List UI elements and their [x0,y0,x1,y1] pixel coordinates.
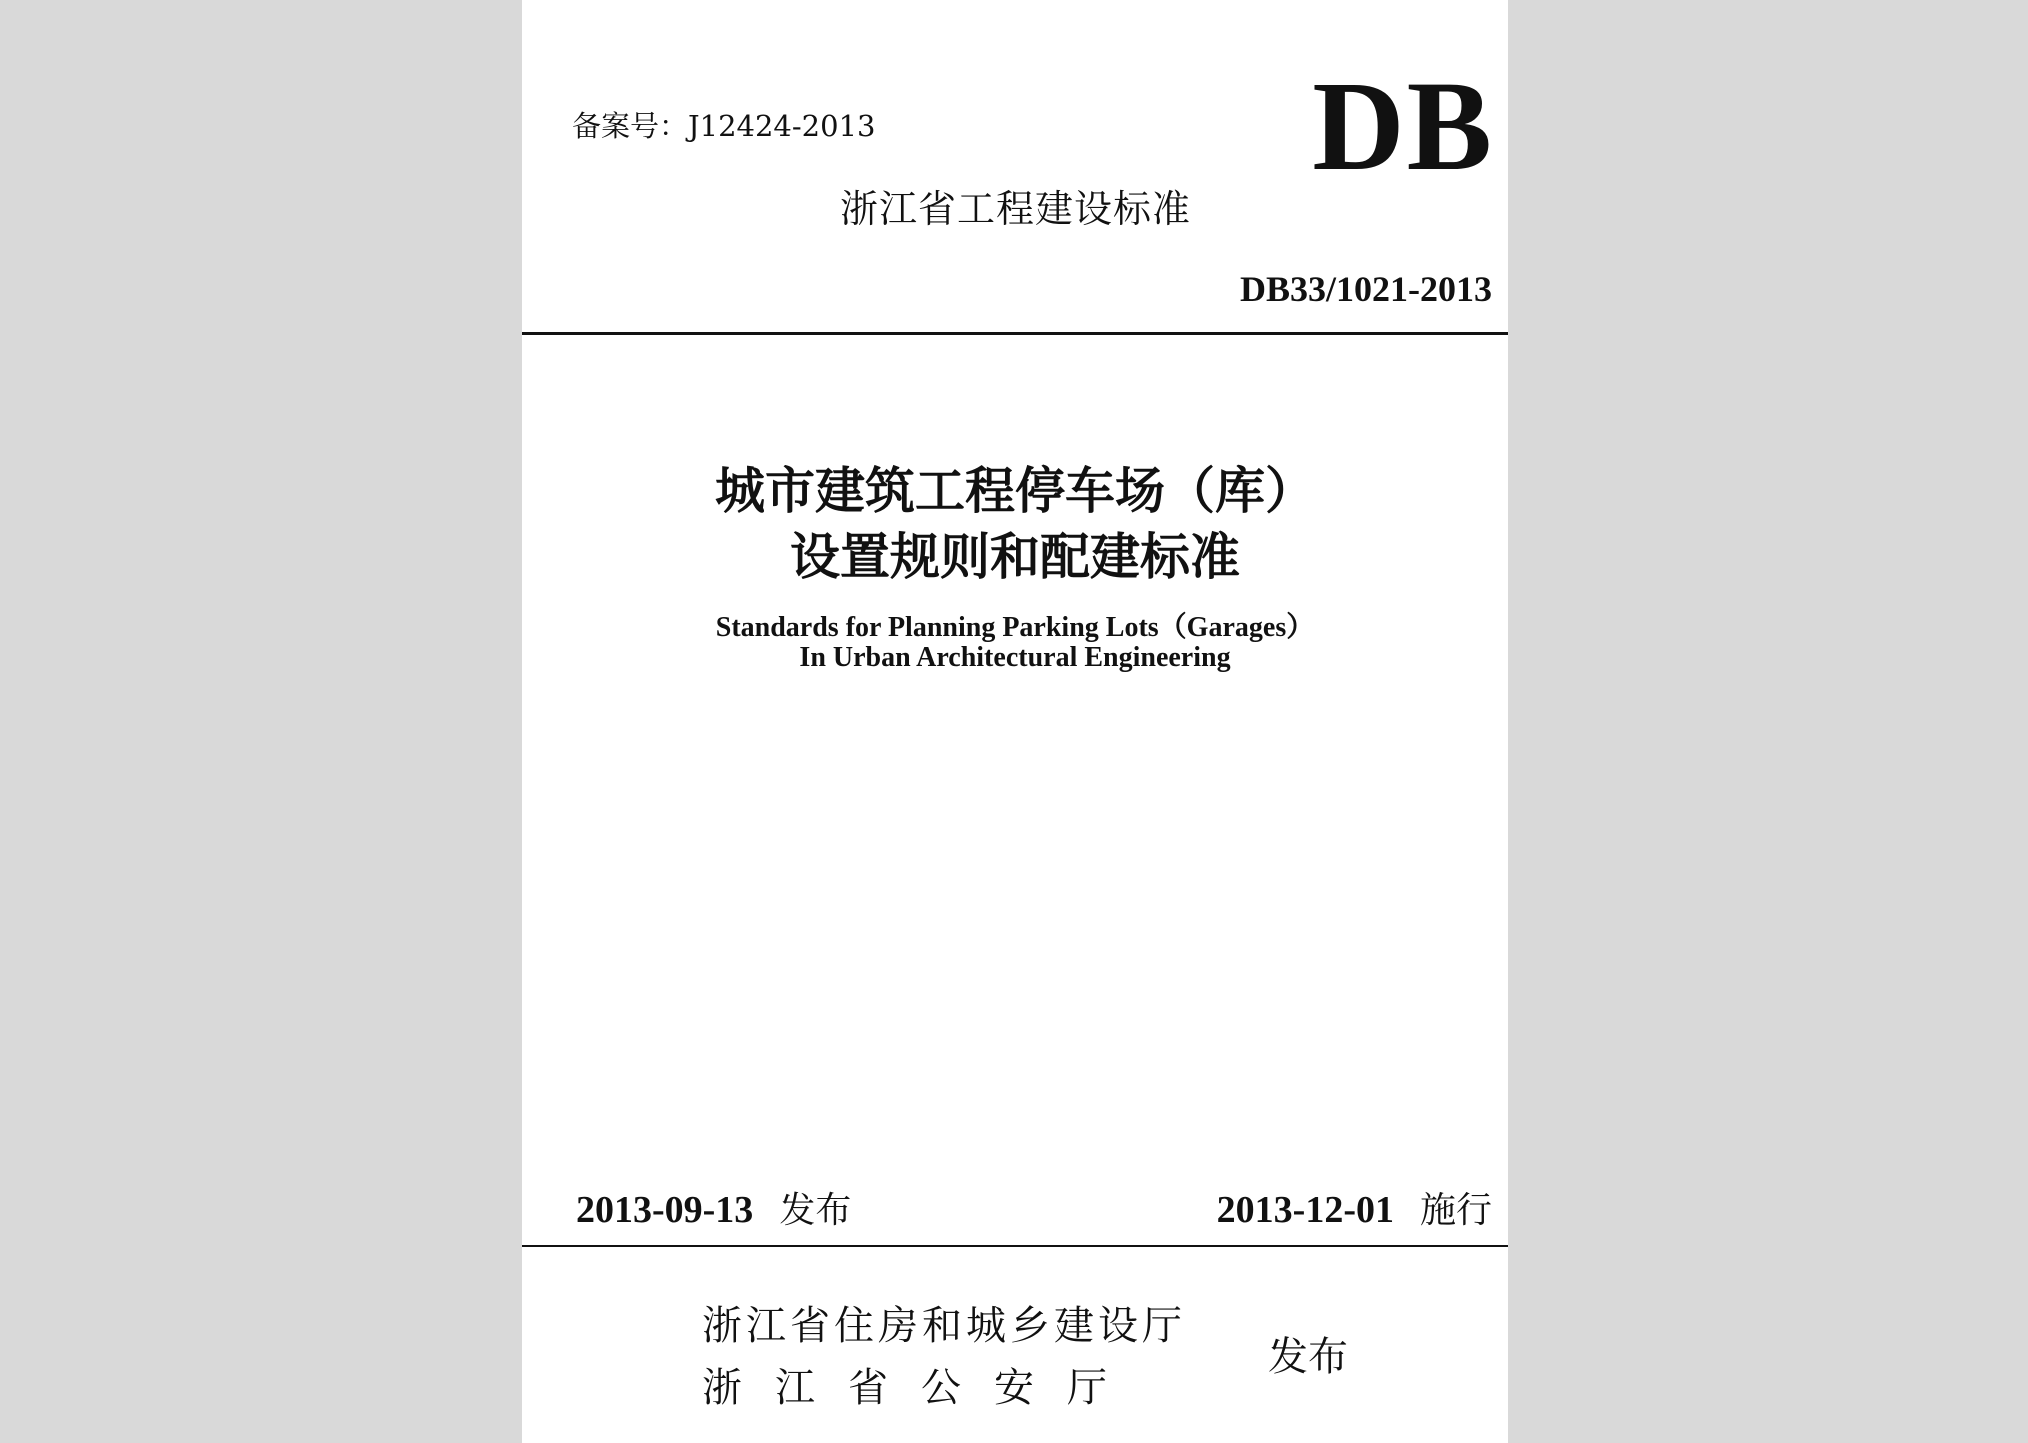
title-en-line2: In Urban Architectural Engineering [799,642,1231,673]
issue-label: 发布 [779,1190,852,1231]
record-number: 备案号：J12424-2013 [572,109,876,143]
db-logo: DB [1312,55,1494,197]
document-cover [522,0,1508,1443]
issuer-housing-department: 浙江省住房和城乡建设厅 [702,1303,1186,1349]
publish-label: 发布 [1268,1334,1348,1380]
title-cn-line1: 城市建筑工程停车场（库） [715,461,1315,520]
title-cn-line2: 设置规则和配建标准 [790,527,1240,586]
effective-label: 施行 [1419,1190,1492,1231]
issue-date: 2013-09-13 [576,1189,754,1231]
issue-date-block [576,1182,851,1233]
effective-date-block [1217,1182,1492,1233]
effective-date: 2013-12-01 [1216,1189,1394,1231]
issuer-public-security-department: 浙江省公安厅 [702,1365,1140,1411]
bottom-divider [522,1245,1508,1247]
standard-category: 浙江省工程建设标准 [840,187,1192,231]
top-divider [522,332,1508,335]
standard-number: DB33/1021-2013 [1240,269,1492,309]
title-en-line1: Standards for Planning Parking Lots（Garages） [715,612,1315,643]
